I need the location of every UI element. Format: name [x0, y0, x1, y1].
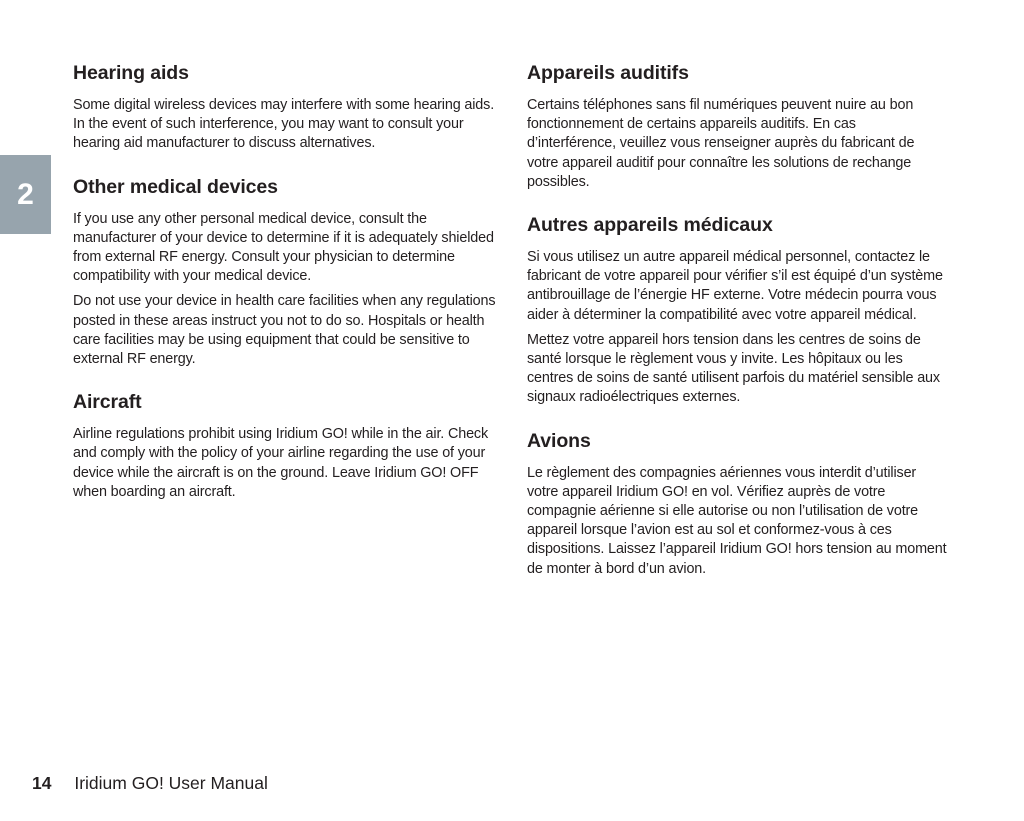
- section-heading: Appareils auditifs: [527, 62, 689, 84]
- section-heading: Hearing aids: [73, 62, 189, 84]
- page-number: 14: [32, 773, 52, 793]
- section-aircraft: [73, 389, 503, 502]
- section-hearing-aids: [73, 60, 503, 154]
- chapter-number: 2: [17, 177, 34, 211]
- section-appareils-auditifs: [527, 60, 947, 192]
- section-autres-appareils-medicaux: [527, 212, 947, 408]
- section-heading: Aircraft: [73, 391, 142, 414]
- paragraph: Some digital wireless devices may interfere with some hearing aids. In the event of such interference, you may want to consult your hearing aid manufacturer to discuss alternatives.: [73, 97, 495, 152]
- page-footer: [32, 771, 268, 795]
- section-other-medical-devices: [73, 174, 503, 370]
- chapter-tab: [0, 155, 51, 234]
- paragraph: Do not use your device in health care facilities when any regulations posted in these areas instruct you not to do so. Hospitals or health care facilities may be using equipment that could be sensitive to external RF energy.: [73, 293, 496, 368]
- section-heading: Other medical devices: [73, 175, 278, 198]
- section-avions: [527, 428, 947, 579]
- manual-title: Iridium GO! User Manual: [74, 773, 268, 793]
- section-heading: Autres appareils médicaux: [527, 214, 773, 237]
- paragraph: Le règlement des compagnies aériennes vous interdit d’utiliser votre appareil Iridium GO! en vol. Vérifiez auprès de votre compagnie aérienne si elle autorise ou non l’utilisation de votre appareil lorsque l’avion est au sol et conformez-vous à ces dispositions. Laissez l’appareil Iridium GO! hors tension au moment de monter à bord d’un avion.: [527, 464, 947, 577]
- paragraph: Si vous utilisez un autre appareil médical personnel, contactez le fabricant de votre appareil pour vérifier s’il est équipé d’un système antibrouillage de l’énergie HF externe. Votre médecin pourra vous aider à déterminer la compatibilité avec votre appareil médical.: [527, 249, 943, 323]
- french-column: [527, 60, 947, 599]
- english-column: [73, 60, 503, 522]
- paragraph: If you use any other personal medical device, consult the manufacturer of your device to determine if it is adequately shielded from external RF energy. Consult your physician to determine compatibility with your medical device.: [73, 210, 494, 285]
- paragraph: Mettez votre appareil hors tension dans les centres de soins de santé lorsque le règlement vous y invite. Les hôpitaux ou les centres de soins de santé utilisent parfois du matériel sensible aux signaux radioélectriques externes.: [527, 331, 940, 406]
- paragraph: Certains téléphones sans fil numériques peuvent nuire au bon fonctionnement de certains appareils auditifs. En cas d’interférence, veuillez vous renseigner auprès du fabricant de votre appareil auditif pour connaître les solutions de rechange possibles.: [527, 97, 915, 190]
- section-heading: Avions: [527, 429, 591, 452]
- paragraph: Airline regulations prohibit using Iridium GO! while in the air. Check and comply with the policy of your airline regarding the use of your device while the aircraft is on the ground. Leave Iridium GO! OFF when boarding an aircraft.: [73, 426, 489, 500]
